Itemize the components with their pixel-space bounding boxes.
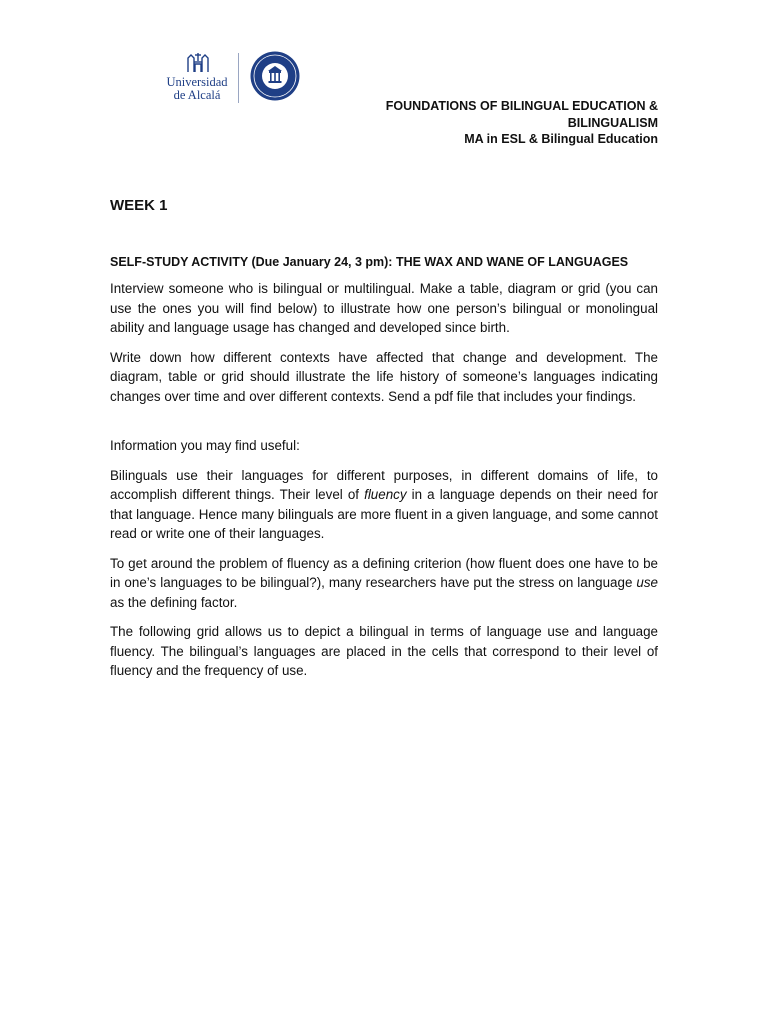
course-title-line1: FOUNDATIONS OF BILINGUAL EDUCATION &	[385, 99, 658, 113]
program-name: MA in ESL & Bilingual Education	[464, 132, 658, 146]
useful-info-heading: Information you may find useful:	[110, 438, 300, 453]
universidad-de-alcala-logo	[165, 50, 229, 106]
university-crest-icon	[184, 50, 212, 74]
header-logos	[165, 50, 315, 108]
paragraph-use	[110, 554, 658, 613]
activity-title: SELF-STUDY ACTIVITY (Due January 24, 3 pm): THE WAX AND WANE OF LANGUAGES	[110, 255, 629, 269]
week-title: WEEK 1	[110, 197, 168, 214]
paragraph-use-emphasis: use	[636, 575, 658, 590]
instituto-franklin-seal	[249, 50, 301, 102]
paragraph-fluency-text-a: Bilinguals use their languages for different purposes, in different domains of life, to accomplish different things. Their level of	[110, 467, 658, 502]
university-name	[165, 76, 229, 102]
document-body	[110, 255, 658, 691]
course-title-line2: BILINGUALISM	[567, 115, 658, 130]
course-header	[328, 98, 658, 148]
paragraph-use-text-a: To get around the problem of fluency as a defining criterion (how fluent does one have to be in one’s languages to be bilingual?), many researchers have put the stress on language	[110, 555, 658, 590]
paragraph-grid: The following grid allows us to depict a bilingual in terms of language use and language fluency. The bilingual’s languages are placed in the cells that correspond to their level of fluency and the frequency of use.	[110, 624, 658, 678]
logo-divider	[238, 53, 239, 103]
university-name-line1: Universidad	[166, 75, 228, 89]
paragraph-fluency-text-b: in a language depends on their need for that language. Hence many bilinguals are more fluent in a given language, and some cannot read or write one of their languages.	[110, 487, 658, 541]
paragraph-interview: Interview someone who is bilingual or multilingual. Make a table, diagram or grid (you can use the ones you will find below) to illustrate how one person’s bilingual or monolingual ability and language usage has changed and developed since birth.	[110, 281, 658, 335]
university-name-line2: de Alcalá	[173, 88, 221, 102]
paragraph-use-text-b: as the defining factor.	[110, 594, 238, 610]
paragraph-fluency-emphasis: fluency	[364, 487, 407, 502]
paragraph-fluency	[110, 466, 658, 544]
paragraph-contexts: Write down how different contexts have affected that change and development. The diagram, table or grid should illustrate the life history of someone’s languages indicating changes over time and over different contexts. Send a pdf file that includes your findings.	[110, 349, 658, 404]
spacer	[110, 416, 658, 436]
